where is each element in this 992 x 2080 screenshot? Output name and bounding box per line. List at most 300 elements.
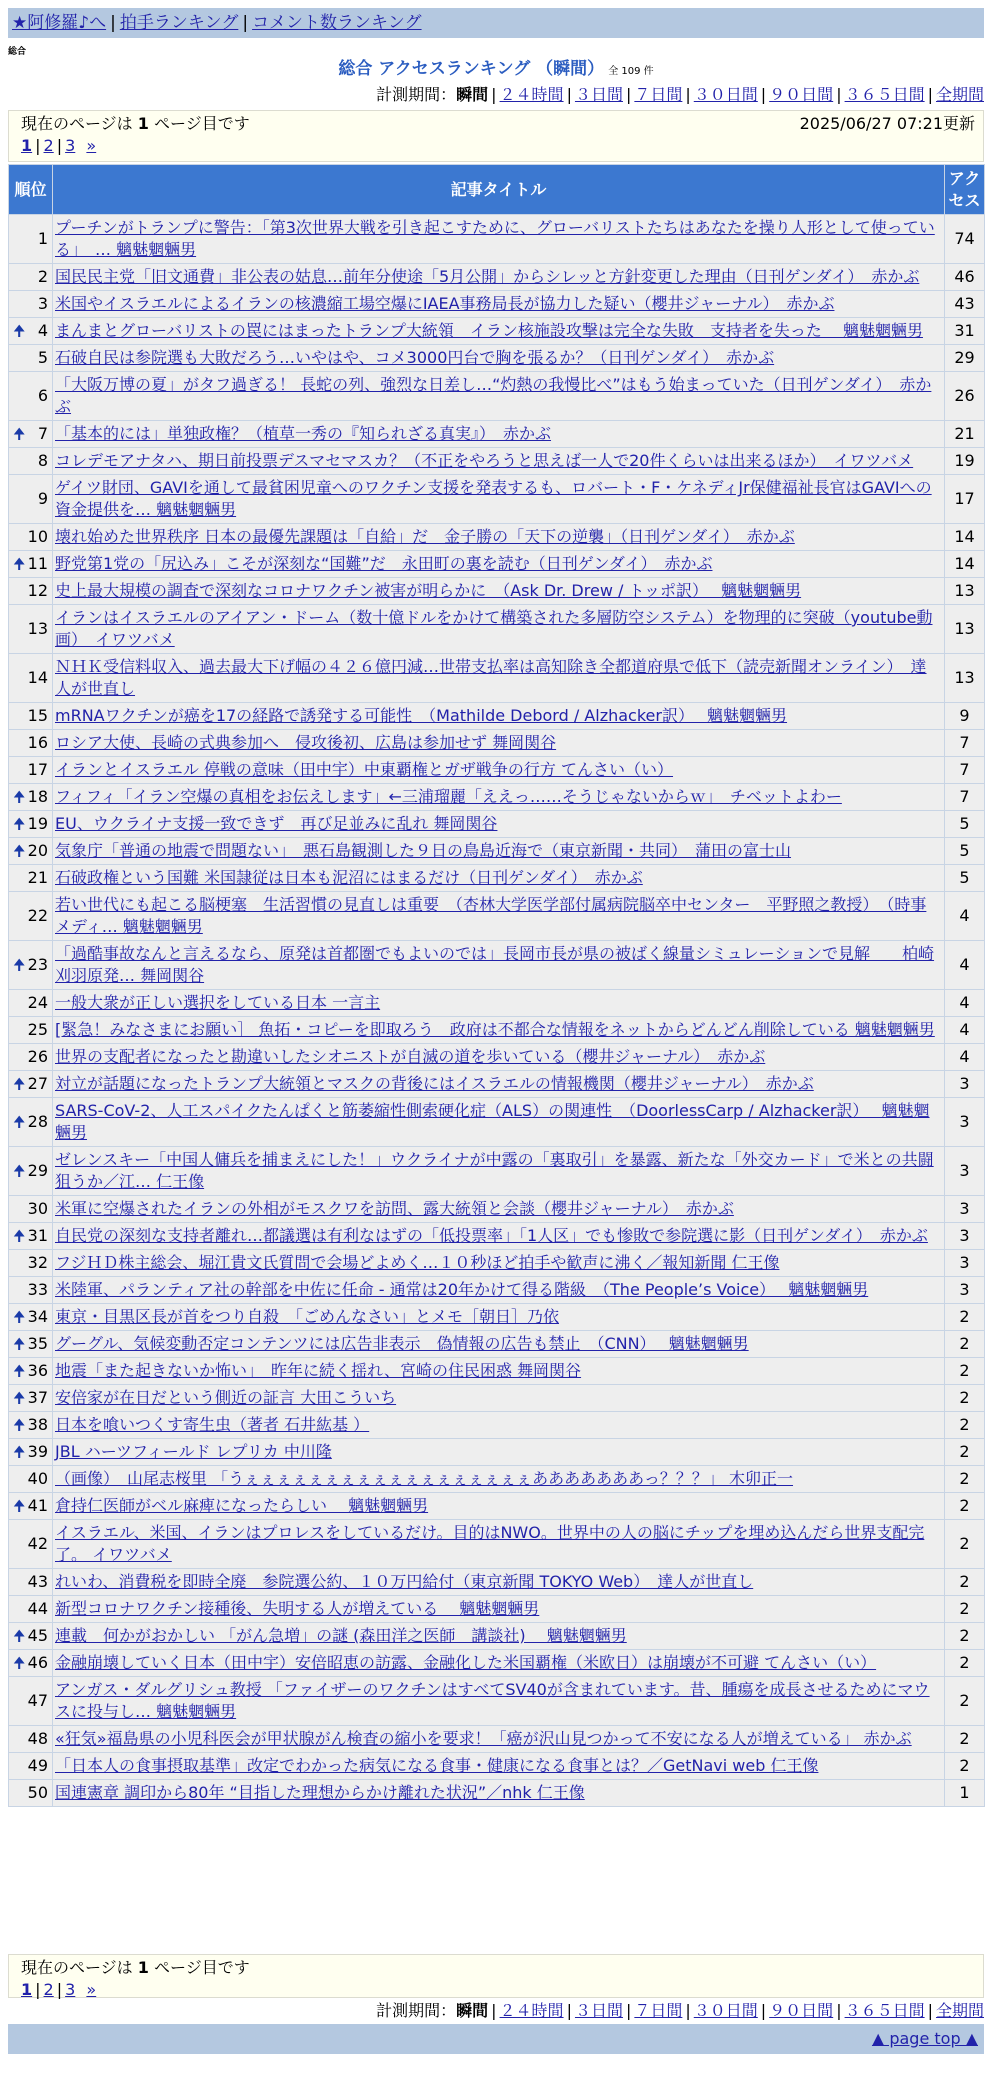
title-cell <box>53 578 945 605</box>
article-title-link[interactable]: ゲイツ財団、GAVIを通して最貧困児童へのワクチン支援を発表するも、ロバート・F・ケネディJr保健福祉長官はGAVIへの資金提供を… 魑魅魍魎男 <box>55 478 932 519</box>
rank-cell <box>9 551 53 578</box>
period-option-link[interactable]: ３０日間 <box>693 85 758 104</box>
period-option-link[interactable]: ３６５日間 <box>844 2001 925 2020</box>
access-count: 2 <box>945 1304 985 1331</box>
title-cell <box>53 730 945 757</box>
rank-cell <box>9 865 53 892</box>
access-count: 3 <box>945 1098 985 1147</box>
title-cell <box>53 524 945 551</box>
article-title-link[interactable]: mRNAワクチンが癌を17の経路で誘発する可能性 （Mathilde Debord / Alzhacker訳） 魑魅魍魎男 <box>55 706 788 725</box>
access-count: 4 <box>945 892 985 941</box>
rank-number: 28 <box>27 1112 48 1131</box>
title-cell <box>53 605 945 654</box>
page-link-1[interactable]: 1 <box>21 136 33 155</box>
rank-number: 39 <box>27 1442 48 1461</box>
rank-cell <box>9 730 53 757</box>
rank-number: 1 <box>37 229 48 248</box>
table-row <box>9 421 985 448</box>
article-title-link[interactable]: 「過酷事故なんと言えるなら、原発は首都圏でもよいのでは」長岡市長が県の被ばく線量シミュレーションで見解 柏崎刈羽原発… 舞岡関谷 <box>55 944 935 985</box>
separator: | <box>760 2001 767 2020</box>
table-row <box>9 345 985 372</box>
article-title-link[interactable]: 米国やイスラエルによるイランの核濃縮工場空爆にIAEA事務局長が協力した疑い（櫻井ジャーナル） 赤かぶ <box>55 294 835 313</box>
access-count: 4 <box>945 990 985 1017</box>
table-row <box>9 1677 985 1726</box>
article-title-link[interactable]: 「日本人の食事摂取基準」改定でわかった病気になる食事・健康になる食事とは？／GetNavi web 仁王像 <box>55 1756 819 1775</box>
next-page-link[interactable]: » <box>86 136 97 155</box>
period-current: 瞬間 <box>456 85 489 104</box>
access-count: 13 <box>945 578 985 605</box>
rank-number: 17 <box>27 760 48 779</box>
period-option-link[interactable]: ３０日間 <box>693 2001 758 2020</box>
table-row <box>9 1596 985 1623</box>
access-count: 2 <box>945 1569 985 1596</box>
rank-cell <box>9 372 53 421</box>
article-title-link[interactable]: コレデモアナタハ、期日前投票デスマセマスカ？（不正をやろうと思えば一人で20件くらいは出来るほか） イワツバメ <box>55 451 914 470</box>
rank-number: 14 <box>27 668 48 687</box>
table-row <box>9 1493 985 1520</box>
bottom-bar <box>8 2024 984 2054</box>
rank-number: 8 <box>37 451 48 470</box>
access-count: 13 <box>945 654 985 703</box>
article-title-link[interactable]: イスラエル、米国、イランはプロレスをしているだけ。目的はNWO。世界中の人の脳にチップを埋め込んだら世界支配完了。 イワツバメ <box>55 1523 925 1564</box>
rank-cell <box>9 811 53 838</box>
title-cell <box>53 1520 945 1569</box>
access-count: 2 <box>945 1385 985 1412</box>
col-title-header: 記事タイトル <box>53 165 945 215</box>
period-option-link[interactable]: ９０日間 <box>769 85 834 104</box>
table-row <box>9 578 985 605</box>
article-title-link[interactable]: まんまとグローバリストの罠にはまったトランプ大統領 イラン核施設攻撃は完全な失敗 支持者を失った 魑魅魍魎男 <box>55 321 923 340</box>
rank-number: 35 <box>27 1334 48 1353</box>
separator: | <box>836 2001 842 2020</box>
top-nav-bar: ★阿修羅♪へ | 拍手ランキング | コメント数ランキング <box>8 8 984 38</box>
title-cell <box>53 757 945 784</box>
article-title-link[interactable]: イランとイスラエル 停戦の意味（田中宇）中東覇権とガザ戦争の行方 てんさい（い） <box>55 760 674 779</box>
rank-cell <box>9 1223 53 1250</box>
updated-timestamp: 2025/06/27 07:21更新 <box>799 114 975 133</box>
col-rank-header: 順位 <box>9 165 53 215</box>
title-cell <box>53 1596 945 1623</box>
article-title-link[interactable]: 米陸軍、パランティア社の幹部を中佐に任命 - 通常は20年かけて得る階級 （The People’s Voice） 魑魅魍魎男 <box>55 1280 869 1299</box>
access-count: 2 <box>945 1753 985 1780</box>
table-row <box>9 941 985 990</box>
table-row <box>9 1358 985 1385</box>
article-title-link[interactable]: «狂気»福島県の小児科医会が甲状腺がん検査の縮小を要求！「癌が沢山見つかって不安になる人が増えている」 赤かぶ <box>55 1729 912 1748</box>
period-option-link[interactable]: ３日間 <box>574 2001 623 2020</box>
rank-number: 43 <box>27 1572 48 1591</box>
rank-number: 37 <box>27 1388 48 1407</box>
access-count: 14 <box>945 524 985 551</box>
rank-number: 49 <box>27 1756 48 1775</box>
table-row <box>9 524 985 551</box>
article-title-link[interactable]: れいわ、消費税を即時全廃 参院選公約、１０万円給付（東京新聞 TOKYO Web） 達人が世直し <box>55 1572 754 1591</box>
title-cell <box>53 1439 945 1466</box>
access-count: 13 <box>945 605 985 654</box>
period-option-link[interactable]: ３日間 <box>574 85 623 104</box>
rank-cell <box>9 1493 53 1520</box>
next-page-link[interactable]: » <box>86 1980 97 1999</box>
rank-number: 41 <box>27 1496 48 1515</box>
table-row <box>9 318 985 345</box>
rank-cell <box>9 448 53 475</box>
home-link[interactable]: ★阿修羅♪へ <box>12 13 107 33</box>
rank-number: 48 <box>27 1729 48 1748</box>
rank-up-arrow-icon: 🠉 <box>13 555 26 573</box>
period-label: 計測期間： <box>376 85 457 104</box>
title-cell <box>53 1753 945 1780</box>
table-row <box>9 1071 985 1098</box>
table-row <box>9 1223 985 1250</box>
table-row <box>9 1017 985 1044</box>
title-cell <box>53 990 945 1017</box>
rank-up-arrow-icon: 🠉 <box>13 956 26 974</box>
page-link-2[interactable]: 2 <box>43 1980 54 1999</box>
article-title-link[interactable]: 東京・目黒区長が首をつり自殺 「ごめんなさい」とメモ［朝日］乃依 <box>55 1307 560 1326</box>
rank-number: 15 <box>27 706 48 725</box>
article-title-link[interactable]: 安倍家が在日だという側近の証言 大田こういち <box>55 1388 397 1407</box>
table-row <box>9 1385 985 1412</box>
rank-cell <box>9 1250 53 1277</box>
rank-number: 21 <box>27 868 48 887</box>
access-count: 19 <box>945 448 985 475</box>
table-row <box>9 1304 985 1331</box>
table-row <box>9 838 985 865</box>
article-title-link[interactable]: 石破自民は参院選も大敗だろう…いやはや、コメ3000円台で胸を張るか？（日刊ゲンダイ） 赤かぶ <box>55 348 775 367</box>
article-title-link[interactable]: 石破政権という国難 米国隷従は日本も泥沼にはまるだけ（日刊ゲンダイ） 赤かぶ <box>55 868 643 887</box>
title-cell <box>53 421 945 448</box>
article-title-link[interactable]: 壊れ始めた世界秩序 日本の最優先課題は「自給」だ 金子勝の「天下の逆襲」（日刊ゲンダイ） 赤かぶ <box>55 527 795 546</box>
page-top-link[interactable]: ▲ page top ▲ <box>871 2029 978 2048</box>
article-title-link[interactable]: 国連憲章 調印から80年 “目指した理想からかけ離れた状況”／nhk 仁王像 <box>55 1783 585 1802</box>
comment-ranking-link[interactable]: コメント数ランキング <box>252 13 422 33</box>
article-title-link[interactable]: 国民民主党「旧文通費」非公表の姑息…前年分使途「5月公開」からシレッと方針変更した理由（日刊ゲンダイ） 赤かぶ <box>55 267 920 286</box>
access-count: 2 <box>945 1650 985 1677</box>
pagination-bottom: 1 | 2 | 3 » <box>21 1980 97 1999</box>
page-link-1[interactable]: 1 <box>21 1980 33 1999</box>
article-title-link[interactable]: 対立が話題になったトランプ大統領とマスクの背後にはイスラエルの情報機関（櫻井ジャーナル） 赤かぶ <box>55 1074 814 1093</box>
rank-number: 25 <box>27 1020 48 1039</box>
rank-number: 46 <box>27 1653 48 1672</box>
article-title-link[interactable]: 一般大衆が正しい選択をしている日本 一言主 <box>55 993 381 1012</box>
article-title-link[interactable]: 地震「また起きないか怖い」 昨年に続く揺れ、宮崎の住民困惑 舞岡関谷 <box>55 1361 582 1380</box>
rank-up-arrow-icon: 🠉 <box>13 425 26 443</box>
table-row <box>9 291 985 318</box>
rank-cell <box>9 892 53 941</box>
rank-up-arrow-icon: 🠉 <box>13 322 26 340</box>
table-row <box>9 757 985 784</box>
rank-cell <box>9 318 53 345</box>
table-row <box>9 1250 985 1277</box>
rank-number: 29 <box>27 1161 48 1180</box>
rank-cell <box>9 757 53 784</box>
period-option-link[interactable]: ３６５日間 <box>844 85 925 104</box>
article-title-link[interactable]: JBL ハーツフィールド レプリカ 中川隆 <box>55 1442 332 1461</box>
rank-number: 44 <box>27 1599 48 1618</box>
rank-number: 40 <box>27 1469 48 1488</box>
rank-cell <box>9 1147 53 1196</box>
table-row <box>9 1726 985 1753</box>
separator: | <box>685 85 691 104</box>
article-title-link[interactable]: グーグル、気候変動否定コンテンツには広告非表示 偽情報の広告も禁止 （CNN） 魑魅魍魎男 <box>55 1334 749 1353</box>
rank-number: 3 <box>37 294 48 313</box>
rank-number: 4 <box>37 321 48 340</box>
title-cell <box>53 1623 945 1650</box>
article-title-link[interactable]: EU、ウクライナ支援一致できず 再び足並みに乱れ 舞岡関谷 <box>55 814 498 833</box>
rank-number: 19 <box>27 814 48 833</box>
total-count: 全 109 件 <box>608 66 654 77</box>
access-count: 2 <box>945 1726 985 1753</box>
title-cell <box>53 1147 945 1196</box>
table-row <box>9 1569 985 1596</box>
article-title-link[interactable]: プーチンがトランプに警告：「第3次世界大戦を引き起こすために、グローバリストたちはあなたを操り人形として使っている」 … 魑魅魍魎男 <box>55 218 935 259</box>
article-title-link[interactable]: （画像） 山尾志桜里 「うぇぇぇぇぇぇぇぇぇぇぇぇぇぇぇぇぇぇあああああああっ？？？」 木卯正一 <box>55 1469 794 1488</box>
title-cell <box>53 703 945 730</box>
rank-cell <box>9 1071 53 1098</box>
table-row <box>9 703 985 730</box>
rank-cell <box>9 654 53 703</box>
rank-cell <box>9 524 53 551</box>
article-title-link[interactable]: 日本を喰いつくす寄生虫（著者 石井紘基 ） <box>55 1415 370 1434</box>
title-cell <box>53 1385 945 1412</box>
article-title-link[interactable]: 史上最大規模の調査で深刻なコロナワクチン被害が明らかに （Ask Dr. Drew / トッポ訳） 魑魅魍魎男 <box>55 581 802 600</box>
access-count: 5 <box>945 865 985 892</box>
access-count: 3 <box>945 1071 985 1098</box>
rank-up-arrow-icon: 🠉 <box>13 1497 26 1515</box>
rank-number: 38 <box>27 1415 48 1434</box>
access-count: 2 <box>945 1358 985 1385</box>
separator: | <box>760 85 767 104</box>
current-page-text: 現在のページは 1 ページ目です <box>21 114 250 133</box>
rank-cell <box>9 1569 53 1596</box>
rank-cell <box>9 421 53 448</box>
rank-number: 16 <box>27 733 48 752</box>
article-title-link[interactable]: 倉持仁医師がベル麻痺になったらしい 魑魅魍魎男 <box>55 1496 429 1515</box>
rank-cell <box>9 475 53 524</box>
rank-up-arrow-icon: 🠉 <box>13 1113 26 1131</box>
rank-number: 31 <box>27 1226 48 1245</box>
title-cell <box>53 654 945 703</box>
table-row <box>9 1466 985 1493</box>
access-count: 7 <box>945 730 985 757</box>
title-cell <box>53 345 945 372</box>
title-cell <box>53 1196 945 1223</box>
title-cell <box>53 215 945 264</box>
page-link-2[interactable]: 2 <box>43 136 54 155</box>
title-cell <box>53 1017 945 1044</box>
table-row <box>9 654 985 703</box>
table-row <box>9 448 985 475</box>
access-count: 5 <box>945 838 985 865</box>
rank-cell <box>9 1196 53 1223</box>
article-title-link[interactable]: 「大阪万博の夏」がタフ過ぎる！ 長蛇の列、強烈な日差し…“灼熱の我慢比べ”はもう始まっていた（日刊ゲンダイ） 赤かぶ <box>55 375 932 416</box>
article-title-link[interactable]: 新型コロナワクチン接種後、失明する人が増えている 魑魅魍魎男 <box>55 1599 540 1618</box>
rank-cell <box>9 1650 53 1677</box>
access-count: 2 <box>945 1677 985 1726</box>
table-row <box>9 1331 985 1358</box>
title-cell <box>53 291 945 318</box>
title-cell <box>53 1044 945 1071</box>
article-title-link[interactable]: フジＨＤ株主総会、堀江貴文氏質問で会場どよめく…１０秒ほど拍手や歓声に沸く／報知新聞 仁王像 <box>55 1253 780 1272</box>
rank-cell <box>9 345 53 372</box>
access-count: 29 <box>945 345 985 372</box>
period-option-link[interactable]: 全期間 <box>935 85 984 104</box>
rank-cell <box>9 578 53 605</box>
rank-number: 2 <box>37 267 48 286</box>
table-row <box>9 1623 985 1650</box>
title-cell <box>53 1466 945 1493</box>
article-title-link[interactable]: 連載 何かがおかしい 「がん急増」の謎 (森田洋之医師 講談社) 魑魅魍魎男 <box>55 1626 627 1645</box>
col-access-header: アクセス <box>945 165 985 215</box>
period-label: 計測期間： <box>376 2001 457 2020</box>
table-row <box>9 475 985 524</box>
page-link-3[interactable]: 3 <box>65 136 76 155</box>
rank-number: 26 <box>27 1047 48 1066</box>
title-cell <box>53 1677 945 1726</box>
rank-cell <box>9 264 53 291</box>
rank-number: 6 <box>37 386 48 405</box>
separator: | <box>927 2001 933 2020</box>
page-title-text: 総合 アクセスランキング （瞬間） <box>338 59 605 79</box>
access-count: 2 <box>945 1623 985 1650</box>
rank-number: 10 <box>27 527 48 546</box>
title-cell <box>53 372 945 421</box>
rank-number: 33 <box>27 1280 48 1299</box>
title-cell <box>53 1071 945 1098</box>
article-title-link[interactable]: ＮＨＫ受信料収入、過去最大下げ幅の４２６億円減…世帯支払率は高知除き全都道府県で低下（読売新聞オンライン） 達人が世直し <box>55 657 927 698</box>
rank-up-arrow-icon: 🠉 <box>13 1227 26 1245</box>
access-count: 2 <box>945 1596 985 1623</box>
rank-cell <box>9 1726 53 1753</box>
rank-number: 32 <box>27 1253 48 1272</box>
rank-up-arrow-icon: 🠉 <box>13 1162 26 1180</box>
article-title-link[interactable]: 金融崩壊していく日本（田中宇）安倍昭恵の訪露、金融化した米国覇権（米欧日）は崩壊が不可避 てんさい（い） <box>55 1653 877 1672</box>
title-cell <box>53 1493 945 1520</box>
access-count: 2 <box>945 1493 985 1520</box>
rank-up-arrow-icon: 🠉 <box>13 842 26 860</box>
table-row <box>9 264 985 291</box>
rank-cell <box>9 1385 53 1412</box>
access-count: 3 <box>945 1250 985 1277</box>
period-option-link[interactable]: ９０日間 <box>769 2001 834 2020</box>
page-info-top <box>8 110 984 162</box>
table-row <box>9 1650 985 1677</box>
access-count: 46 <box>945 264 985 291</box>
access-count: 3 <box>945 1223 985 1250</box>
article-title-link[interactable]: ロシア大使、長崎の式典参加へ 侵攻後初、広島は参加せず 舞岡関谷 <box>55 733 557 752</box>
access-count: 74 <box>945 215 985 264</box>
article-title-link[interactable]: [緊急！みなさまにお願い］ 魚拓・コピーを即取ろう 政府は不都合な情報をネットからどんどん削除している 魑魅魍魎男 <box>55 1020 935 1039</box>
page-link-3[interactable]: 3 <box>65 1980 76 1999</box>
rank-cell <box>9 1677 53 1726</box>
rank-up-arrow-icon: 🠉 <box>13 1627 26 1645</box>
article-title-link[interactable]: 自民党の深刻な支持者離れ…都議選は有利なはずの「低投票率」「1人区」でも惨敗で参院選に影（日刊ゲンダイ） 赤かぶ <box>55 1226 928 1245</box>
article-title-link[interactable]: 世界の支配者になったと勘違いしたシオニストが自滅の道を歩いている（櫻井ジャーナル） 赤かぶ <box>55 1047 766 1066</box>
access-count: 3 <box>945 1277 985 1304</box>
article-title-link[interactable]: アンガス・ダルグリシュ教授 「ファイザーのワクチンはすべてSV40が含まれています。昔、腫瘍を成長させるためにマウスに投与し… 魑魅魍魎男 <box>55 1680 930 1721</box>
table-row <box>9 892 985 941</box>
title-cell <box>53 1223 945 1250</box>
table-row <box>9 1196 985 1223</box>
article-title-link[interactable]: ゼレンスキー「中国人傭兵を捕まえにした！」ウクライナが中露の「裏取引」を暴露、新たな「外交カード」で米との共闘狙うか／江… 仁王像 <box>55 1150 934 1191</box>
article-title-link[interactable]: イランはイスラエルのアイアン・ドーム（数十億ドルをかけて構築された多層防空システム）を物理的に突破（youtube動画） イワツバメ <box>55 608 933 649</box>
title-cell <box>53 1277 945 1304</box>
access-count: 14 <box>945 551 985 578</box>
title-cell <box>53 1780 945 1807</box>
access-count: 4 <box>945 1017 985 1044</box>
title-cell <box>53 1726 945 1753</box>
rank-number: 27 <box>27 1074 48 1093</box>
period-current: 瞬間 <box>456 2001 489 2020</box>
article-title-link[interactable]: 「基本的には」単独政権？（植草一秀の『知られざる真実』） 赤かぶ <box>55 424 552 443</box>
article-title-link[interactable]: 野党第1党の「尻込み」こそが深刻な“国難”だ 永田町の裏を読む（日刊ゲンダイ） 赤かぶ <box>55 554 713 573</box>
rank-cell <box>9 215 53 264</box>
access-count: 7 <box>945 757 985 784</box>
page-info-bottom <box>8 1954 984 1998</box>
access-count: 2 <box>945 1466 985 1493</box>
article-title-link[interactable]: フィフィ「イラン空爆の真相をお伝えします」←三浦瑠麗「ええっ……そうじゃないからｗ」 チベットよわー <box>55 787 842 806</box>
table-row <box>9 1147 985 1196</box>
rank-number: 47 <box>27 1691 48 1710</box>
separator: | <box>685 2001 691 2020</box>
rank-cell <box>9 1520 53 1569</box>
table-row <box>9 1439 985 1466</box>
table-row <box>9 605 985 654</box>
rank-number: 45 <box>27 1626 48 1645</box>
access-count: 2 <box>945 1439 985 1466</box>
clap-ranking-link[interactable]: 拍手ランキング <box>119 13 239 33</box>
table-row <box>9 865 985 892</box>
article-title-link[interactable]: SARS-CoV-2、人工スパイクたんぱくと筋萎縮性側索硬化症（ALS）の関連性 （DoorlessCarp / Alzhacker訳） 魑魅魍魎男 <box>55 1101 930 1142</box>
access-count: 43 <box>945 291 985 318</box>
period-option-link[interactable]: ２４時間 <box>499 85 564 104</box>
title-cell <box>53 892 945 941</box>
title-cell <box>53 1304 945 1331</box>
rank-cell <box>9 1412 53 1439</box>
rank-number: 13 <box>27 619 48 638</box>
rank-number: 20 <box>27 841 48 860</box>
period-option-link[interactable]: ２４時間 <box>499 2001 564 2020</box>
article-title-link[interactable]: 気象庁「普通の地震で問題ない」 悪石島観測した９日の鳥島近海で（東京新聞・共同） 蒲田の富士山 <box>55 841 792 860</box>
period-selector-bottom <box>0 2000 984 2022</box>
rank-up-arrow-icon: 🠉 <box>13 1443 26 1461</box>
rank-cell <box>9 1277 53 1304</box>
rank-number: 23 <box>27 955 48 974</box>
rank-number: 9 <box>37 489 48 508</box>
separator: | <box>927 85 933 104</box>
rank-cell <box>9 1017 53 1044</box>
table-row <box>9 730 985 757</box>
period-option-link[interactable]: 全期間 <box>935 2001 984 2020</box>
access-count: 9 <box>945 703 985 730</box>
article-title-link[interactable]: 若い世代にも起こる脳梗塞 生活習慣の見直しは重要 （杏林大学医学部付属病院脳卒中センター 平野照之教授） （時事メディ… 魑魅魍魎男 <box>55 895 927 936</box>
table-row <box>9 551 985 578</box>
period-option-link[interactable]: ７日間 <box>634 85 683 104</box>
access-count: 3 <box>945 1147 985 1196</box>
pagination-top: 1 | 2 | 3 » <box>21 136 97 155</box>
title-cell <box>53 838 945 865</box>
separator: | <box>491 85 497 104</box>
table-row <box>9 784 985 811</box>
period-option-link[interactable]: ７日間 <box>634 2001 683 2020</box>
rank-up-arrow-icon: 🠉 <box>13 1654 26 1672</box>
title-cell <box>53 1331 945 1358</box>
access-count: 5 <box>945 811 985 838</box>
article-title-link[interactable]: 米軍に空爆されたイランの外相がモスクワを訪問、露大統領と会談（櫻井ジャーナル） 赤かぶ <box>55 1199 734 1218</box>
rank-number: 18 <box>27 787 48 806</box>
separator: | <box>491 2001 497 2020</box>
title-cell <box>53 551 945 578</box>
rank-number: 24 <box>27 993 48 1012</box>
